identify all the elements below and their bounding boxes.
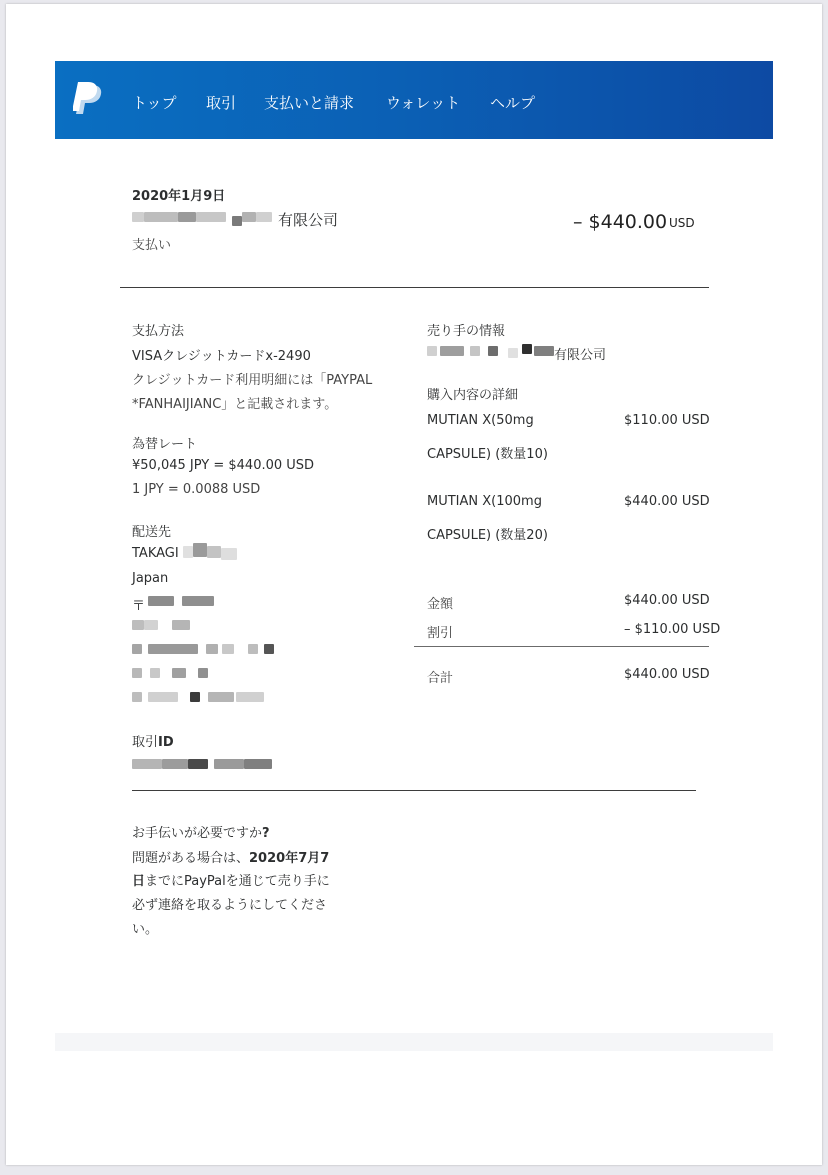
item-2-name-line2: CAPSULE) (数量20): [427, 528, 548, 543]
item-2-price: $440.00 USD: [624, 494, 710, 509]
transaction-id-heading: 取引ID: [132, 735, 174, 750]
seller-name-suffix: 有限公司: [554, 348, 607, 363]
merchant-name-suffix: 有限公司: [278, 211, 339, 229]
statement-note-line2: *FANHAIJIANC」と記載されます。: [132, 397, 338, 412]
payment-method-heading: 支払方法: [132, 324, 185, 339]
divider-bottom: [132, 790, 696, 791]
total-value: $440.00 USD: [624, 667, 710, 682]
nav-item-transactions[interactable]: 取引: [206, 94, 237, 112]
shipping-postal-mark: 〒: [132, 599, 146, 614]
nav-item-payments-billing[interactable]: 支払いと請求: [264, 94, 355, 112]
nav-item-wallet[interactable]: ウォレット: [386, 94, 461, 112]
nav-item-top[interactable]: トップ: [132, 94, 177, 112]
purchase-details-heading: 購入内容の詳細: [427, 388, 519, 403]
item-1-name-line1: MUTIAN X(50mg: [427, 413, 534, 428]
help-question: お手伝いが必要ですか?: [132, 826, 270, 841]
totals-divider: [414, 646, 709, 647]
shipping-heading: 配送先: [132, 525, 172, 540]
exchange-rate-usd: 1 JPY = 0.0088 USD: [132, 482, 261, 497]
help-line-5: い。: [132, 922, 159, 937]
transaction-currency: USD: [669, 216, 695, 230]
statement-note-line1: クレジットカード利用明細には「PAYPAL: [132, 373, 373, 388]
item-1-price: $110.00 USD: [624, 413, 710, 428]
paypal-logo-icon[interactable]: [73, 82, 105, 118]
exchange-rate-jpy: ¥50,045 JPY = $440.00 USD: [132, 458, 315, 473]
transaction-type: 支払い: [132, 238, 172, 253]
footer-band: [55, 1033, 773, 1051]
shipping-name: TAKAGI: [132, 546, 179, 561]
discount-label: 割引: [427, 626, 454, 641]
divider-top: [120, 287, 709, 288]
item-2-name-line1: MUTIAN X(100mg: [427, 494, 542, 509]
transaction-date: 2020年1月9日: [132, 189, 226, 204]
subtotal-label: 金額: [427, 597, 454, 612]
exchange-rate-heading: 為替レート: [132, 437, 198, 452]
help-line-2: 問題がある場合は、2020年7月7: [132, 851, 330, 866]
payment-card: VISAクレジットカードx-2490: [132, 349, 311, 364]
seller-info-heading: 売り手の情報: [427, 324, 506, 339]
help-line-4: 必ず連絡を取るようにしてくださ: [132, 898, 328, 913]
item-1-name-line2: CAPSULE) (数量10): [427, 447, 548, 462]
help-line-3: 日までにPayPalを通じて売り手に: [132, 874, 330, 889]
shipping-country: Japan: [132, 571, 169, 586]
subtotal-value: $440.00 USD: [624, 593, 710, 608]
discount-value: – $110.00 USD: [624, 622, 721, 637]
nav-item-help[interactable]: ヘルプ: [490, 94, 536, 112]
transaction-amount: – $440.00: [573, 211, 668, 233]
total-label: 合計: [427, 671, 454, 686]
